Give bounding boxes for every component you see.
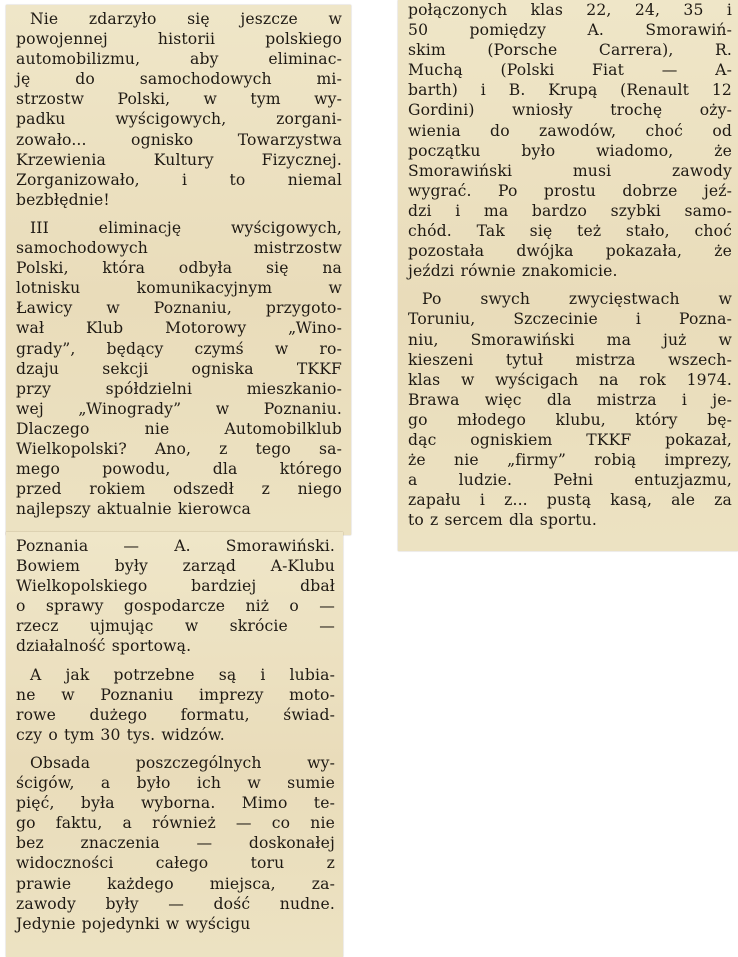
text-line: kieszeni tytuł mistrza wszech- <box>408 350 732 369</box>
text-line: że nie „firmy” robią imprezy, <box>408 451 732 470</box>
text-line: wał Klub Motorowy „Wino- <box>16 319 342 338</box>
text-line: pozostała dwójka pokazała, że <box>408 242 732 261</box>
text-line: ję do samochodowych mi- <box>16 70 342 89</box>
text-line: 50 pomiędzy A. Smorawiń- <box>408 21 732 40</box>
article-paragraph <box>408 289 732 530</box>
text-line: bezbłędnie! <box>16 190 110 209</box>
text-line: rzecz ujmując w skrócie — <box>16 617 335 636</box>
text-line: prawie każdego miejsca, za- <box>16 874 335 893</box>
text-line: zapału i z... pustą kasą, ale za <box>408 491 732 510</box>
text-line: Wielkopolskiego bardziej dbał <box>16 577 335 596</box>
text-line: ścigów, a było ich w sumie <box>16 774 335 793</box>
text-line: go młodego klubu, który bę- <box>408 410 732 429</box>
text-line: Polski, która odbyła się na <box>16 259 342 278</box>
text-line: przed rokiem odszedł z niego <box>16 480 342 499</box>
text-line: strzostw Polski, w tym wy- <box>16 90 342 109</box>
text-line: grady”, będący czymś w ro- <box>16 339 342 358</box>
text-line: automobilizmu, aby eliminac- <box>16 50 342 69</box>
text-line: to z sercem dla sportu. <box>408 511 597 530</box>
text-line: A jak potrzebne są i lubia- <box>30 665 335 684</box>
text-line: Jedynie pojedynki w wyścigu <box>16 914 251 933</box>
text-line: Ławicy w Poznaniu, przygoto- <box>16 299 342 318</box>
text-line: Nie zdarzyło się jeszcze w <box>30 10 342 28</box>
text-line: barth) i B. Krupą (Renault 12 <box>408 81 732 100</box>
text-line: Toruniu, Szczecinie i Pozna- <box>408 310 732 329</box>
text-line: Smorawiński musi zawody <box>408 161 732 180</box>
text-line: Bowiem były zarząd A-Klubu <box>16 557 335 576</box>
text-line: połączonych klas 22, 24, 35 i <box>408 1 732 19</box>
text-line: działalność sportową. <box>16 637 192 656</box>
text-line: zawody były — dość nudne. <box>16 894 335 913</box>
article-column-right <box>408 0 732 530</box>
text-line: zowało... ognisko Towarzystwa <box>16 130 342 149</box>
article-paragraph <box>16 536 335 657</box>
text-line: Muchą (Polski Fiat — A- <box>408 61 732 80</box>
article-paragraph <box>16 218 342 519</box>
text-line: wygrać. Po prostu dobrze jeź- <box>408 181 732 200</box>
text-line: dzi i ma bardzo szybki samo- <box>408 201 732 220</box>
text-line: Poznania — A. Smorawiński. <box>16 537 335 555</box>
text-line: przy spółdzielni mieszkanio- <box>16 379 342 398</box>
text-line: wienia do zawodów, choć od <box>408 121 732 140</box>
text-line: samochodowych mistrzostw <box>16 239 342 258</box>
text-line: dąc ogniskiem TKKF pokazał, <box>408 430 732 449</box>
clipping-left-top <box>6 5 351 535</box>
text-line: rowe dużego formatu, świad- <box>16 705 335 724</box>
article-column-left-top <box>16 9 342 519</box>
text-line: lotnisku komunikacyjnym w <box>16 279 342 298</box>
article-paragraph <box>16 753 335 934</box>
text-line: chód. Tak się też stało, choć <box>408 222 732 241</box>
article-paragraph <box>408 0 732 281</box>
text-line: pięć, była wyborna. Mimo te- <box>16 794 335 813</box>
text-line: skim (Porsche Carrera), R. <box>408 41 732 60</box>
text-line: dzaju sekcji ogniska TKKF <box>16 359 342 378</box>
text-line: ne w Poznaniu imprezy moto- <box>16 685 335 704</box>
text-line: a ludzie. Pełni entuzjazmu, <box>408 471 732 490</box>
text-line: niu, Smorawiński ma już w <box>408 330 732 349</box>
text-line: czy o tym 30 tys. widzów. <box>16 725 225 744</box>
clipping-left-bottom <box>6 532 343 957</box>
text-line: bez znaczenia — doskonałej <box>16 834 335 853</box>
text-line: padku wyścigowych, zorgani- <box>16 110 342 129</box>
text-line: wej „Winogrady” w Poznaniu. <box>16 399 342 418</box>
text-line: jeździ równie znakomicie. <box>408 262 618 281</box>
text-line: Dlaczego nie Automobilklub <box>16 419 342 438</box>
text-line: Brawa więc dla mistrza i je- <box>408 390 732 409</box>
text-line: początku było wiadomo, że <box>408 141 732 160</box>
text-line: o sprawy gospodarcze niż o — <box>16 597 335 616</box>
text-line: III eliminację wyścigowych, <box>30 218 342 237</box>
text-line: Krzewienia Kultury Fizycznej. <box>16 150 342 169</box>
text-line: widoczności całego toru z <box>16 854 335 873</box>
text-line: powojennej historii polskiego <box>16 30 342 49</box>
article-column-left-bottom <box>16 536 335 934</box>
text-line: mego powodu, dla którego <box>16 460 342 479</box>
text-line: Wielkopolski? Ano, z tego sa- <box>16 439 342 458</box>
text-line: klas w wyścigach na rok 1974. <box>408 370 732 389</box>
text-line: Po swych zwycięstwach w <box>422 290 732 309</box>
article-paragraph <box>16 665 335 745</box>
text-line: Obsada poszczególnych wy- <box>30 753 335 772</box>
text-line: najlepszy aktualnie kierowca <box>16 500 251 519</box>
clipping-right <box>398 0 738 551</box>
text-line: Gordini) wniosły trochę oży- <box>408 101 732 120</box>
text-line: go faktu, a również — co nie <box>16 814 335 833</box>
article-paragraph <box>16 9 342 210</box>
text-line: Zorganizowało, i to niemal <box>16 170 342 189</box>
